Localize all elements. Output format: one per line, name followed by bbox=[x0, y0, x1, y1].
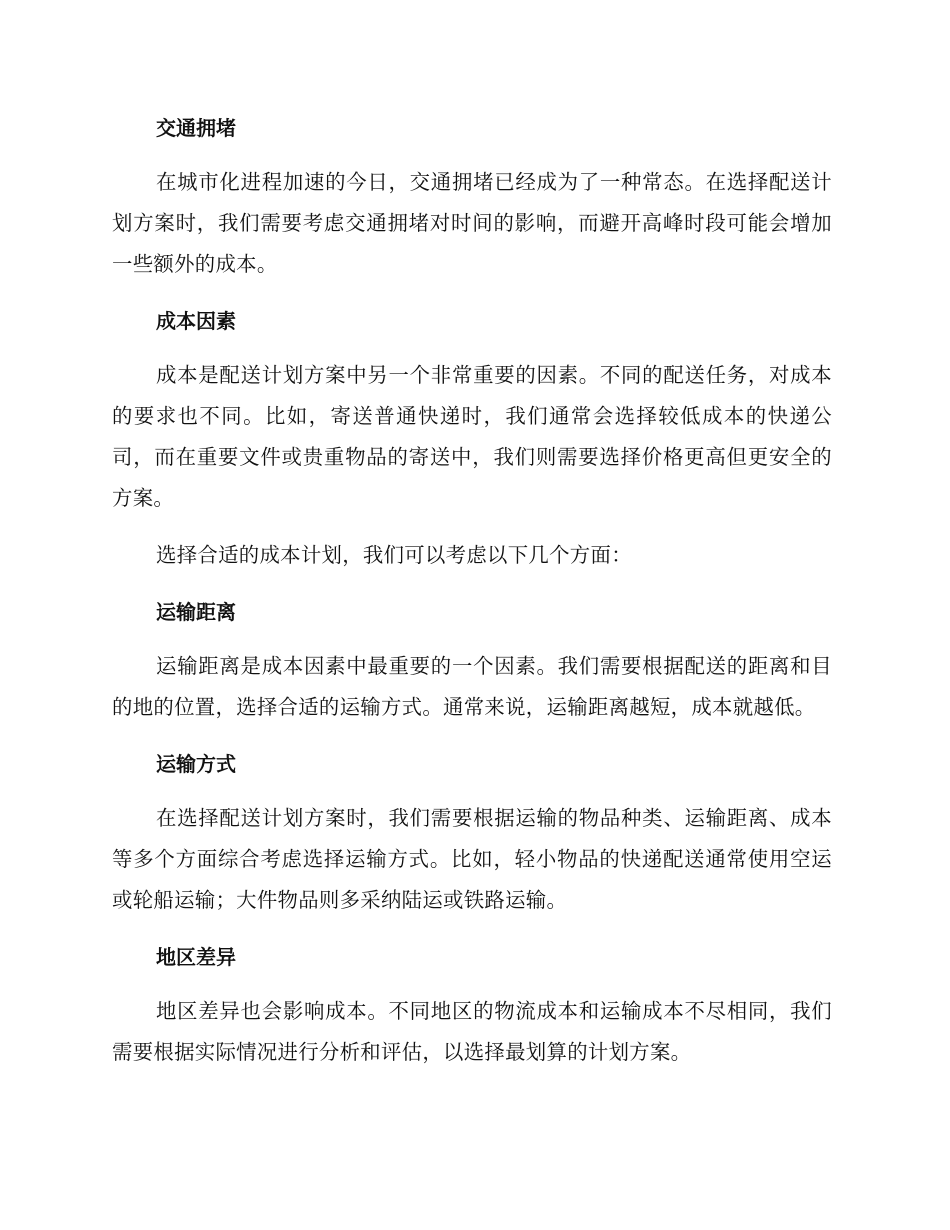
paragraph-traffic: 在城市化进程加速的今日，交通拥堵已经成为了一种常态。在选择配送计划方案时，我们需要考虑交通拥堵对时间的影响，而避开高峰时段可能会增加一些额外的成本。 bbox=[112, 170, 832, 276]
document-page bbox=[112, 108, 832, 1073]
paragraph-region: 地区差异也会影响成本。不同地区的物流成本和运输成本不尽相同，我们需要根据实际情况进行分析和评估，以选择最划算的计划方案。 bbox=[112, 999, 832, 1064]
paragraph-cost-plan-intro: 选择合适的成本计划，我们可以考虑以下几个方面： bbox=[156, 543, 632, 567]
section-heading-cost: 成本因素 bbox=[156, 309, 236, 333]
paragraph-transport-mode: 在选择配送计划方案时，我们需要根据运输的物品种类、运输距离、成本等多个方面综合考虑选择运输方式。比如，轻小物品的快递配送通常使用空运或轮船运输；大件物品则多采纳陆运或铁路运输。 bbox=[112, 806, 832, 912]
paragraph-distance: 运输距离是成本因素中最重要的一个因素。我们需要根据配送的距离和目的地的位置，选择合适的运输方式。通常来说，运输距离越短，成本就越低。 bbox=[112, 654, 832, 719]
section-heading-distance: 运输距离 bbox=[156, 600, 236, 624]
section-heading-traffic: 交通拥堵 bbox=[156, 116, 236, 140]
section-heading-transport-mode: 运输方式 bbox=[156, 752, 236, 776]
section-heading-region: 地区差异 bbox=[156, 945, 236, 969]
paragraph-cost: 成本是配送计划方案中另一个非常重要的因素。不同的配送任务，对成本的要求也不同。比如，寄送普通快递时，我们通常会选择较低成本的快递公司，而在重要文件或贵重物品的寄送中，我们则需要选择价格更高但更安全的方案。 bbox=[112, 363, 832, 510]
